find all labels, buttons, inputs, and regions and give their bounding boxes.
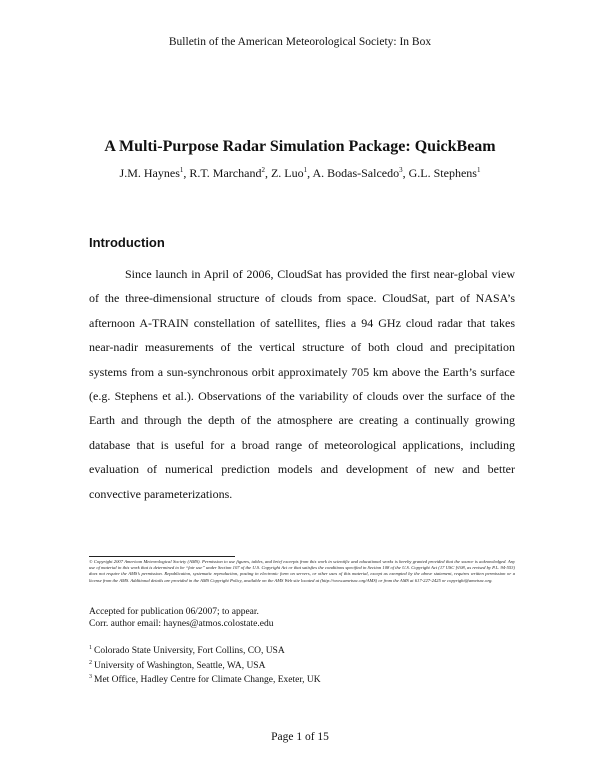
author-affiliation-mark: 2 [261, 166, 265, 174]
corresponding-author: Corr. author email: haynes@atmos.colostate.edu [89, 618, 274, 629]
author-affiliation-mark: 1 [303, 166, 308, 174]
author-separator: , [402, 166, 409, 180]
publication-note [89, 607, 273, 630]
footnote-divider [89, 556, 235, 557]
author-name: A. Bodas-Salcedo [312, 166, 400, 180]
author-name: Z. Luo [270, 166, 304, 180]
affiliation-text: Met Office, Hadley Centre for Climate Change, Exeter, UK [94, 675, 321, 686]
affiliation-item [89, 658, 321, 673]
author-list [0, 166, 600, 181]
affiliation-item [89, 643, 321, 658]
author-name: R.T. Marchand [189, 166, 262, 180]
author-separator: , [264, 166, 271, 180]
accepted-date: Accepted for publication 06/2007; to appear. [89, 607, 259, 617]
running-header: Bulletin of the American Meteorological Society: In Box [168, 36, 432, 48]
intro-paragraph: Since launch in April of 2006, CloudSat has provided the first near-global view of the three-dimensional structure of clouds from space. CloudSat, part of NASA’s afternoon A-TRAIN constellation of satellites, flies a 94 GHz cloud radar that takes near-nadir measurements of the vertical structure of both cloud and precipitation systems from a sun-synchronous orbit approximately 705 km above the Earth’s surface (e.g. Stephens et al.). Observations of the variability of clouds over the surface of the Earth and through the depth of the atmosphere are creating a continually growing database that is useful for a broad range of meteorological applications, including evaluation of numerical prediction models and development of new and better convective parameterizations. [89, 267, 515, 501]
section-heading-introduction: Introduction [89, 235, 165, 250]
page-number: Page 1 of 15 [271, 731, 329, 743]
author-affiliation-mark: 1 [179, 166, 184, 174]
author-name: G.L. Stephens [408, 166, 477, 180]
affiliation-text: University of Washington, Seattle, WA, USA [94, 660, 266, 671]
affiliation-mark: 1 [89, 645, 92, 651]
author-name: J.M. Haynes [119, 166, 180, 180]
copyright-notice: © Copyright 2007 American Meteorological Society (AMS). Permission to use figures, tables, and brief excerpts from this work in scientific and educational works is hereby granted provided that the source is acknowledged. Any use of material in this work that is determined to be “fair use” under Section 107 of the U.S. Copyright Act or that satisfies the conditions specified in Section 108 of the U.S. Copyright Act (17 USC §108, as revised by P.L. 94-553) does not require the AMS’s permission. Republication, systematic reproduction, posting in electronic form on servers, or other uses of this material, except as exempted by the above statement, requires written permission or a license from the AMS. Additional details are provided in the AMS Copyright Policy, available on the AMS Web site located at (http://www.ametsoc.org/AMS) or from the AMS at 617-227-2425 or copyright@ametsoc.org. [89, 559, 515, 583]
affiliation-text: Colorado State University, Fort Collins, CO, USA [94, 646, 285, 657]
author-separator: , [307, 166, 313, 180]
author-separator: , [183, 166, 190, 180]
affiliation-list [89, 643, 321, 687]
affiliation-mark: 3 [89, 674, 92, 681]
author-affiliation-mark: 3 [399, 166, 403, 174]
paper-title: A Multi-Purpose Radar Simulation Package: QuickBeam [104, 138, 496, 155]
affiliation-item [89, 672, 321, 687]
author-affiliation-mark: 1 [476, 166, 481, 174]
affiliation-mark: 2 [89, 659, 92, 666]
